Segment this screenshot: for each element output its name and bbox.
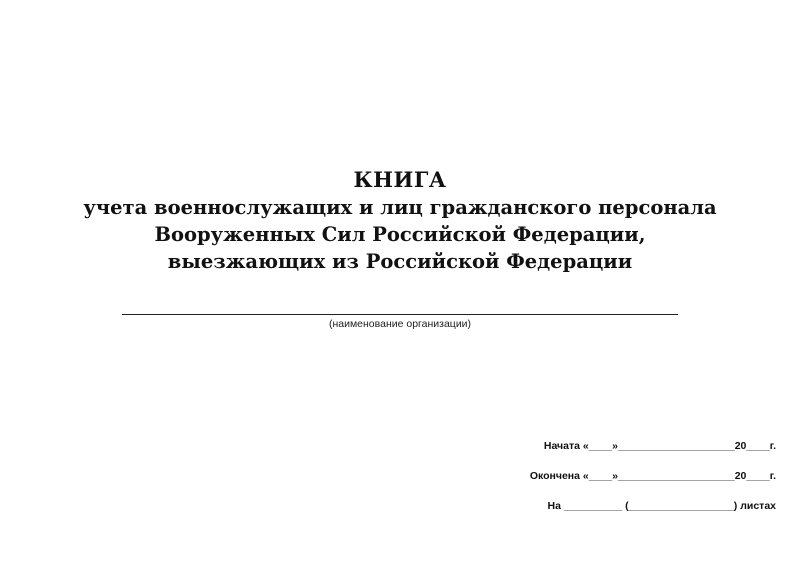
document-title: КНИГА [353,167,447,192]
title-block [0,166,800,275]
subtitle-line-3: выезжающих из Российской Федерации [167,250,633,273]
subtitle-line-1: учета военнослужащих и лиц гражданского персонала [83,196,717,219]
subtitle-line-2: Вооруженных Сил Российской Федерации, [154,223,646,246]
organization-name-line [122,314,678,315]
started-date-line: Начата «____»____________________20____г. [543,440,776,452]
sheets-count-line: На __________ (__________________) листах [547,500,776,512]
organization-caption: (наименование организации) [328,318,472,330]
finished-date-line: Окончена «____»____________________20____г. [529,470,776,482]
book-meta-block [456,438,776,528]
